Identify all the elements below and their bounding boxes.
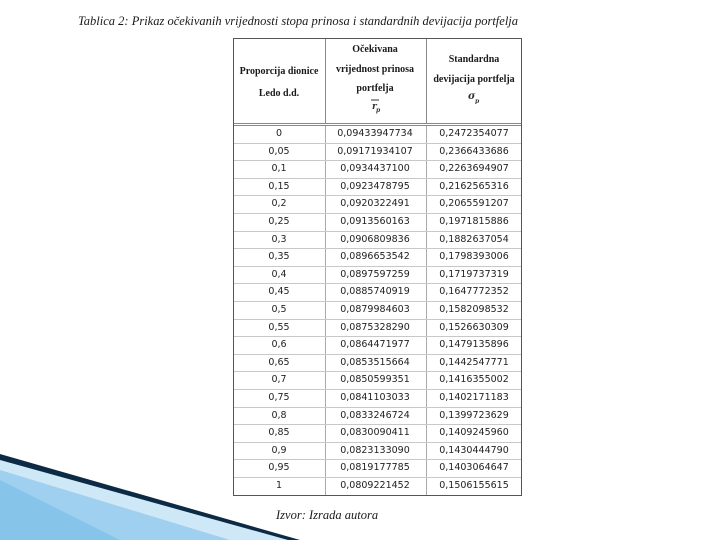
portfolio-table — [233, 38, 522, 496]
expected-return-cell: 0,0864471977 — [340, 339, 410, 351]
expected-return-cell: 0,0885740919 — [340, 286, 410, 298]
svg-text:σ: σ — [468, 91, 476, 102]
table-row — [234, 195, 521, 213]
std-dev-cell: 0,1506155615 — [439, 479, 509, 491]
table-row — [234, 248, 521, 266]
svg-text:p: p — [475, 98, 480, 104]
expected-return-cell: 0,0920322491 — [340, 198, 410, 210]
expected-return-cell: 0,0875328290 — [340, 321, 410, 333]
proportion-cell: 0,7 — [271, 374, 287, 386]
proportion-cell: 0,8 — [271, 409, 287, 421]
expected-return-cell: 0,0913560163 — [340, 215, 410, 227]
expected-return-cell: 0,0823133090 — [340, 444, 410, 456]
svg-text:r: r — [372, 101, 377, 112]
proportion-cell: 0,1 — [271, 163, 287, 175]
std-dev-cell: 0,2162565316 — [439, 180, 509, 192]
std-dev-cell: 0,1479135896 — [439, 339, 509, 351]
std-dev-cell: 0,1647772352 — [439, 286, 509, 298]
table-row — [234, 301, 521, 319]
std-dev-cell: 0,2263694907 — [439, 163, 509, 175]
expected-return-cell: 0,0853515664 — [340, 356, 410, 368]
proportion-cell: 0 — [275, 128, 283, 139]
std-dev-cell: 0,1582098532 — [439, 303, 509, 315]
header-proportion — [234, 65, 324, 100]
table-row — [234, 354, 521, 372]
expected-return-cell: 0,0896653542 — [340, 251, 410, 263]
table-row — [234, 178, 521, 196]
std-dev-cell: 0,1882637054 — [439, 233, 509, 245]
std-dev-cell: 0,2366433686 — [439, 145, 509, 157]
svg-text:p: p — [376, 106, 381, 114]
header-expected-line2: vrijednost prinosa — [335, 63, 415, 75]
proportion-cell: 0,6 — [271, 339, 287, 351]
table-row — [234, 319, 521, 337]
sigma-p-symbol — [466, 90, 482, 104]
proportion-cell: 0,15 — [268, 180, 290, 192]
expected-return-cell: 0,0879984603 — [340, 303, 410, 315]
header-expected-line1: Očekivana — [352, 44, 398, 55]
proportion-cell: 1 — [275, 479, 283, 491]
expected-return-cell: 0,0833246724 — [340, 409, 410, 421]
table-row — [234, 125, 521, 143]
proportion-cell: 0,65 — [268, 356, 290, 368]
expected-return-cell: 0,09433947734 — [337, 128, 413, 139]
header-std-line2: devijacija portfelja — [433, 73, 515, 85]
proportion-cell: 0,75 — [268, 391, 290, 403]
std-dev-cell: 0,1442547771 — [439, 356, 509, 368]
expected-return-cell: 0,0830090411 — [340, 427, 410, 439]
header-divider — [234, 123, 521, 124]
table-row — [234, 371, 521, 389]
expected-return-cell: 0,0897597259 — [340, 268, 410, 280]
expected-return-cell: 0,0934437100 — [340, 163, 410, 175]
table-row — [234, 407, 521, 425]
std-dev-cell: 0,1416355002 — [439, 374, 509, 386]
proportion-cell: 0,3 — [271, 233, 287, 245]
table-row — [234, 160, 521, 178]
proportion-cell: 0,95 — [268, 462, 290, 474]
header-std-dev — [426, 53, 522, 104]
proportion-cell: 0,35 — [268, 251, 290, 263]
table-row — [234, 143, 521, 161]
std-dev-cell: 0,1719737319 — [439, 268, 509, 280]
table-row — [234, 266, 521, 284]
proportion-cell: 0,05 — [268, 145, 290, 157]
expected-return-cell: 0,0850599351 — [340, 374, 410, 386]
proportion-cell: 0,85 — [268, 427, 290, 439]
table-row — [234, 389, 521, 407]
std-dev-cell: 0,1798393006 — [439, 251, 509, 263]
header-std-line1: Standardna — [448, 54, 500, 65]
std-dev-cell: 0,2472354077 — [439, 128, 509, 139]
std-dev-cell: 0,1971815886 — [439, 215, 509, 227]
proportion-cell: 0,5 — [271, 303, 287, 315]
proportion-cell: 0,9 — [271, 444, 287, 456]
table-row — [234, 231, 521, 249]
decorative-swoosh — [0, 440, 300, 540]
header-expected-line3: portfelja — [356, 83, 394, 94]
header-proportion-line2: Ledo d.d. — [258, 87, 300, 99]
source-note: Izvor: Izrada autora — [276, 508, 379, 522]
proportion-cell: 0,25 — [268, 215, 290, 227]
expected-return-cell: 0,0809221452 — [340, 479, 410, 491]
expected-return-cell: 0,0819177785 — [340, 462, 410, 474]
table-caption: Tablica 2: Prikaz očekivanih vrijednosti stopa prinosa i standardnih devijacija portfelja — [78, 14, 519, 28]
table-row — [234, 283, 521, 301]
std-dev-cell: 0,1399723629 — [439, 409, 509, 421]
proportion-cell: 0,4 — [271, 268, 287, 280]
table-row — [234, 213, 521, 231]
expected-return-cell: 0,0923478795 — [340, 180, 410, 192]
std-dev-cell: 0,1430444790 — [439, 444, 509, 456]
std-dev-cell: 0,1403064647 — [439, 462, 509, 474]
header-expected-return — [325, 43, 425, 114]
expected-return-cell: 0,09171934107 — [337, 145, 413, 157]
std-dev-cell: 0,2065591207 — [439, 198, 509, 210]
table-row — [234, 336, 521, 354]
table-header — [234, 39, 521, 123]
std-dev-cell: 0,1409245960 — [439, 427, 509, 439]
proportion-cell: 0,55 — [268, 321, 290, 333]
header-proportion-line1: Proporcija dionice — [239, 66, 319, 77]
std-dev-cell: 0,1402171183 — [439, 391, 509, 403]
std-dev-cell: 0,1526630309 — [439, 321, 509, 333]
rp-bar-symbol — [368, 98, 382, 114]
proportion-cell: 0,45 — [268, 286, 290, 298]
proportion-cell: 0,2 — [271, 198, 287, 210]
expected-return-cell: 0,0841103033 — [340, 391, 410, 403]
expected-return-cell: 0,0906809836 — [340, 233, 410, 245]
